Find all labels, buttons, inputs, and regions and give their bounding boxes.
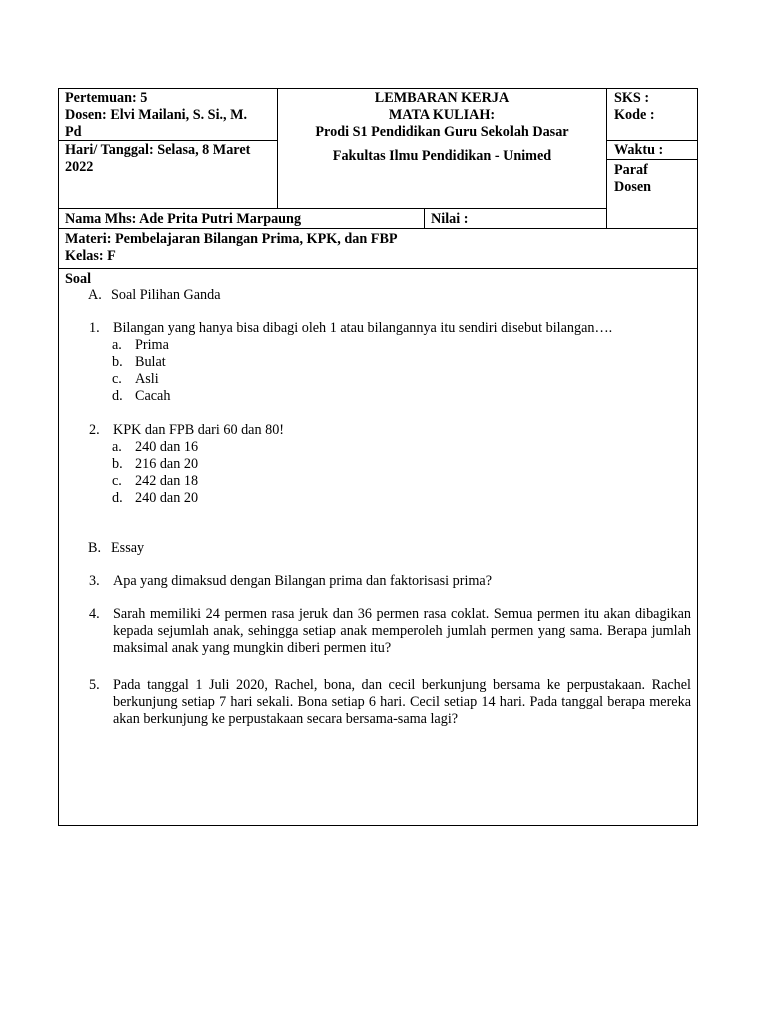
q1-option-letter: c. — [112, 371, 122, 387]
pertemuan-label: Pertemuan: 5 — [65, 90, 148, 106]
q2-option-letter: b. — [112, 456, 123, 472]
q2-text: KPK dan FPB dari 60 dan 80! — [113, 422, 285, 438]
paraf-label: Paraf — [614, 162, 648, 178]
materi-label: Materi: Pembelajaran Bilangan Prima, KPK, dan FBP — [65, 231, 398, 247]
program-name: Prodi S1 Pendidikan Guru Sekolah Dasar — [315, 124, 569, 140]
q2-option-text: 240 dan 20 — [135, 490, 199, 506]
student-name: Nama Mhs: Ade Prita Putri Marpaung — [65, 211, 302, 227]
worksheet-title: LEMBARAN KERJA — [374, 90, 510, 106]
tanggal-label: Hari/ Tanggal: Selasa, 8 Maret — [65, 142, 251, 158]
q1-option-letter: a. — [112, 337, 122, 353]
course-label: MATA KULIAH: — [388, 107, 496, 123]
q1-text: Bilangan yang hanya bisa dibagi oleh 1 atau bilangannya itu sendiri disebut bilangan…. — [113, 320, 613, 336]
q1-option-text: Prima — [135, 337, 169, 353]
dosen-label: Dosen: Elvi Mailani, S. Si., M. — [65, 107, 248, 123]
q1-option-text: Cacah — [135, 388, 171, 404]
q1-option-text: Asli — [135, 371, 159, 387]
q1-option-letter: d. — [112, 388, 123, 404]
kelas-label: Kelas: F — [65, 248, 116, 264]
section-a-marker: A. — [88, 287, 102, 303]
q2-option-text: 240 dan 16 — [135, 439, 199, 455]
paraf-label-cont: Dosen — [614, 179, 652, 195]
soal-heading: Soal — [65, 271, 92, 287]
q2-option-text: 216 dan 20 — [135, 456, 199, 472]
nilai-label: Nilai : — [431, 211, 469, 227]
q1-option-text: Bulat — [135, 354, 166, 370]
tanggal-label-cont: 2022 — [65, 159, 94, 175]
section-b-marker: B. — [88, 540, 102, 556]
q2-option-letter: d. — [112, 490, 123, 506]
q3-number: 3. — [89, 573, 100, 589]
dosen-label-cont: Pd — [65, 124, 82, 140]
q4-number: 4. — [89, 606, 100, 622]
q5-text: Pada tanggal 1 Juli 2020, Rachel, bona, dan cecil berkunjung bersama ke perpustakaan. Rachel berkunjung setiap 7 hari sekali. Bona setiap 6 hari. Cecil setiap 14 hari. Pada tanggal berapa mereka akan berkunjung ke perpustakaan secara bersama-sama lagi? — [113, 677, 691, 727]
q2-option-letter: c. — [112, 473, 122, 489]
section-a-title: Soal Pilihan Ganda — [111, 287, 221, 303]
q2-option-text: 242 dan 18 — [135, 473, 199, 489]
faculty-name: Fakultas Ilmu Pendidikan - Unimed — [332, 148, 552, 164]
q5-number: 5. — [89, 677, 100, 693]
q4-text: Sarah memiliki 24 permen rasa jeruk dan 36 permen rasa coklat. Semua permen itu akan dibagikan kepada sejumlah anak, sehingga setiap anak memperoleh jumlah permen yang sama. Berapa jumlah maksimal anak yang mungkin diberi permen itu? — [113, 606, 691, 656]
waktu-label: Waktu : — [614, 142, 664, 158]
kode-label: Kode : — [614, 107, 655, 123]
q2-option-letter: a. — [112, 439, 122, 455]
q3-text: Apa yang dimaksud dengan Bilangan prima dan faktorisasi prima? — [113, 573, 493, 589]
q1-option-letter: b. — [112, 354, 123, 370]
section-b-title: Essay — [111, 540, 145, 556]
q1-number: 1. — [89, 320, 100, 336]
q2-number: 2. — [89, 422, 100, 438]
sks-label: SKS : — [614, 90, 650, 106]
